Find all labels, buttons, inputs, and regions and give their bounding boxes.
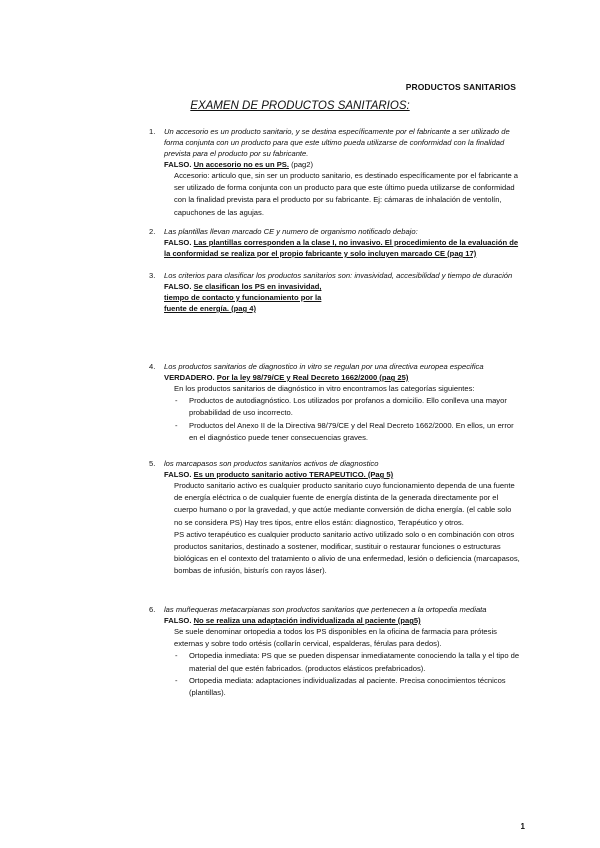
answer-reference: Las plantillas corresponden a la clase I, no invasivo. El procedimiento de la evaluación de la conformidad se realiza por el propio fabricante y solo incluyen marcado CE (pag 17) [164, 238, 519, 258]
answer-verdict: FALSO. [164, 160, 192, 169]
question-number: 2. [149, 227, 156, 236]
answer-reference: fuente de energía. (pag 4) [164, 304, 256, 313]
document-title: EXAMEN DE PRODUCTOS SANITARIOS: [190, 100, 410, 112]
question-text: Un accesorio es un producto sanitario, y se destina específicamente por el fabricante a ser utilizado de forma conjunta con un producto para que este ultimo pueda utilizarse de conformidad con la finalidad prevista para el producto por su fabricante. [164, 127, 510, 158]
answer-line [149, 237, 521, 259]
question-4 [149, 361, 521, 444]
question-text: Los criterios para clasificar los productos sanitarios son: invasividad, accesibilidad y tiempo de duración [164, 271, 513, 280]
explanation: En los productos sanitarios de diagnóstico in vitro encontramos las categorías siguientes: [174, 384, 475, 393]
question-number: 5. [149, 459, 156, 468]
question-number: 1. [149, 127, 156, 136]
question-text: Las plantillas llevan marcado CE y numero de organismo notificado debajo: [164, 227, 418, 236]
list-item: - Ortopedia inmediata: PS que se pueden dispensar inmediatamente conociendo la talla y el tipo de material del que estén fabricados. (productos elásticos prefabricados). [175, 651, 520, 673]
answer-line [149, 281, 521, 314]
page-number: 1 [520, 822, 525, 831]
explanation: Producto sanitario activo es cualquier producto sanitario cuyo funcionamiento dependa de una fuente de energía eléctrica o de cualquier fuente de energía distinta de la generada directamente por el cuerpo humano o por la gravedad, y que actúe mediante conversión de dicha energía. (el cable solo no se considera PS) Hay tres tipos, entre ellos están: diagnostico, Terapéutico y otros. [174, 481, 515, 527]
question-number: 6. [149, 605, 156, 614]
answer-line [149, 469, 521, 480]
question-text: las muñequeras metacarpianas son productos sanitarios que pertenecen a la ortopedia mediata [164, 605, 487, 614]
question-6 [149, 604, 521, 699]
question-number: 3. [149, 271, 156, 280]
answer-reference: tiempo de contacto y funcionamiento por la [164, 293, 322, 302]
list-item: - Productos del Anexo II de la Directiva 98/79/CE y del Real Decreto 1662/2000. En ellos, un error en el diagnóstico puede tener consecuencias graves. [175, 420, 514, 442]
answer-verdict: VERDADERO. [164, 373, 215, 382]
answer-page: (pag2) [291, 160, 314, 169]
question-text: los marcapasos son productos sanitarios activos de diagnostico [164, 459, 379, 468]
answer-reference: Un accesorio no es un PS. [193, 160, 289, 169]
answer-reference: Es un producto sanitario activo TERAPEUTICO. (Pag 5) [193, 470, 394, 479]
answer-verdict: FALSO. [164, 470, 192, 479]
answer-line [149, 372, 521, 383]
answer-line [149, 159, 521, 170]
explanation: Se suele denominar ortopedia a todos los PS disponibles en la oficina de farmacia para prótesis externas y sobre todo ortésis (collarín cervical, espalderas, férulas para dedos). [174, 627, 497, 649]
question-number: 4. [149, 362, 156, 371]
answer-reference: No se realiza una adaptación individualizada al paciente (pag5) [193, 616, 421, 625]
explanation: Accesorio: articulo que, sin ser un producto sanitario, es destinado específicamente por el fabricante a ser utilizado de forma conjunta con un producto para que este último pueda utilizarse de conformidad con la finalidad prevista para el producto por su fabricante. Ej: cámaras de inhalación de ventolín, capuchones de las agujas. [174, 171, 519, 217]
answer-line [149, 615, 521, 626]
question-1 [149, 126, 521, 219]
question-text: Los productos sanitarios de diagnostico in vitro se regulan por una directiva europea especifica [164, 362, 484, 371]
running-header: PRODUCTOS SANITARIOS [405, 82, 516, 92]
answer-reference: Se clasifican los PS en invasividad, [193, 282, 322, 291]
list-item: - Ortopedia mediata: adaptaciones individualizadas al paciente. Precisa conocimientos técnicos (plantillas). [175, 675, 506, 698]
explanation: PS activo terapéutico es cualquier producto sanitario activo utilizado solo o en combinación con otros productos sanitarios, destinado a sostener, modificar, sustituir o restaurar funciones o estructuras biológicas en el contexto del tratamiento o alivio de una enfermedad, lesión o deficiencia (marcapasos, bombas de infusión, bisturís con rayos láser). [174, 529, 520, 576]
answer-verdict: FALSO. [164, 616, 192, 625]
answer-verdict: FALSO. [164, 282, 192, 291]
question-3 [149, 270, 521, 314]
answer-verdict: FALSO. [164, 238, 192, 247]
answer-reference: Por la ley 98/79/CE y Real Decreto 1662/2000 (pag 25) [216, 373, 409, 382]
list-item: - Productos de autodiagnóstico. Los utilizados por profanos a domicilio. Ello conlleva una mayor probabilidad de uso incorrecto. [175, 396, 507, 418]
question-2 [149, 226, 521, 259]
question-5 [149, 458, 521, 578]
